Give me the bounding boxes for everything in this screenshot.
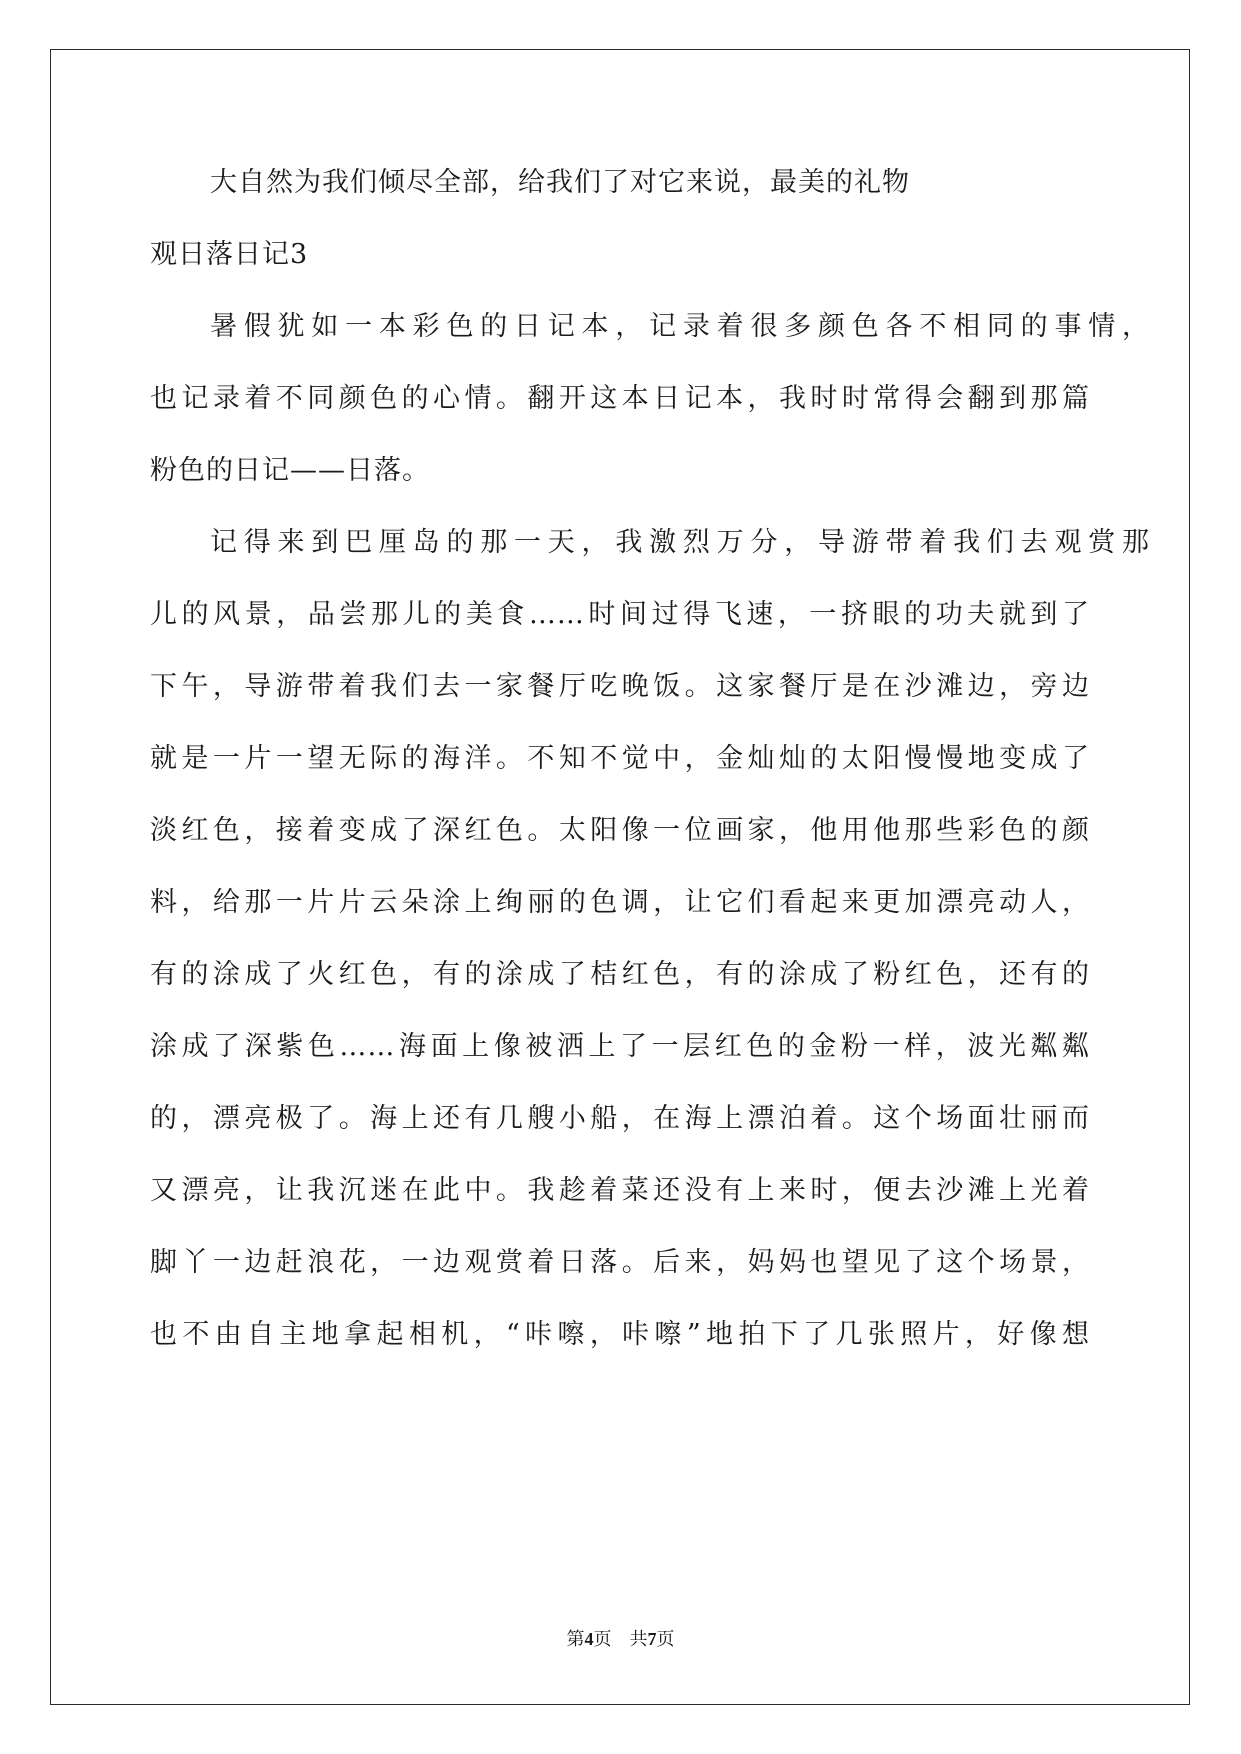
footer-total-suffix: 页: [656, 1629, 675, 1649]
paragraph-line: 暑假犹如一本彩色的日记本，记录着很多颜色各不相同的事情，: [210, 311, 1150, 342]
footer-prefix: 第: [566, 1629, 585, 1649]
paragraph-line: 大自然为我们倾尽全部，给我们了对它来说，最美的礼物: [210, 167, 910, 198]
page-footer: [0, 1625, 1241, 1651]
paragraph-line: 有的涂成了火红色，有的涂成了桔红色，有的涂成了粉红色，还有的: [150, 959, 1090, 990]
page-border: [50, 49, 1190, 1705]
footer-total-pages: 7: [647, 1629, 657, 1649]
section-heading: 观日落日记3: [150, 239, 309, 270]
paragraph-line: 的，漂亮极了。海上还有几艘小船，在海上漂泊着。这个场面壮丽而: [150, 1103, 1090, 1134]
paragraph-line: 也记录着不同颜色的心情。翻开这本日记本，我时时常得会翻到那篇: [150, 383, 1090, 414]
footer-page-number: 4: [584, 1629, 594, 1649]
paragraph-line: 就是一片一望无际的海洋。不知不觉中，金灿灿的太阳慢慢地变成了: [150, 743, 1090, 774]
paragraph-line: 也不由自主地拿起相机，“咔嚓，咔嚓”地拍下了几张照片，好像想: [150, 1319, 1090, 1350]
paragraph-line: 粉色的日记——日落。: [150, 455, 430, 486]
footer-page-suffix: 页: [593, 1629, 612, 1649]
footer-total-prefix: 共: [629, 1629, 648, 1649]
paragraph-line: 淡红色，接着变成了深红色。太阳像一位画家，他用他那些彩色的颜: [150, 815, 1090, 846]
paragraph-line: 下午，导游带着我们去一家餐厅吃晚饭。这家餐厅是在沙滩边，旁边: [150, 671, 1090, 702]
paragraph-line: 涂成了深紫色……海面上像被洒上了一层红色的金粉一样，波光粼粼: [150, 1031, 1090, 1062]
paragraph-line: 记得来到巴厘岛的那一天，我激烈万分，导游带着我们去观赏那: [210, 527, 1150, 558]
paragraph-line: 又漂亮，让我沉迷在此中。我趁着菜还没有上来时，便去沙滩上光着: [150, 1175, 1090, 1206]
paragraph-line: 儿的风景，品尝那儿的美食……时间过得飞速，一挤眼的功夫就到了: [150, 599, 1090, 630]
paragraph-line: 料，给那一片片云朵涂上绚丽的色调，让它们看起来更加漂亮动人，: [150, 887, 1090, 918]
paragraph-line: 脚丫一边赶浪花，一边观赏着日落。后来，妈妈也望见了这个场景，: [150, 1247, 1090, 1278]
